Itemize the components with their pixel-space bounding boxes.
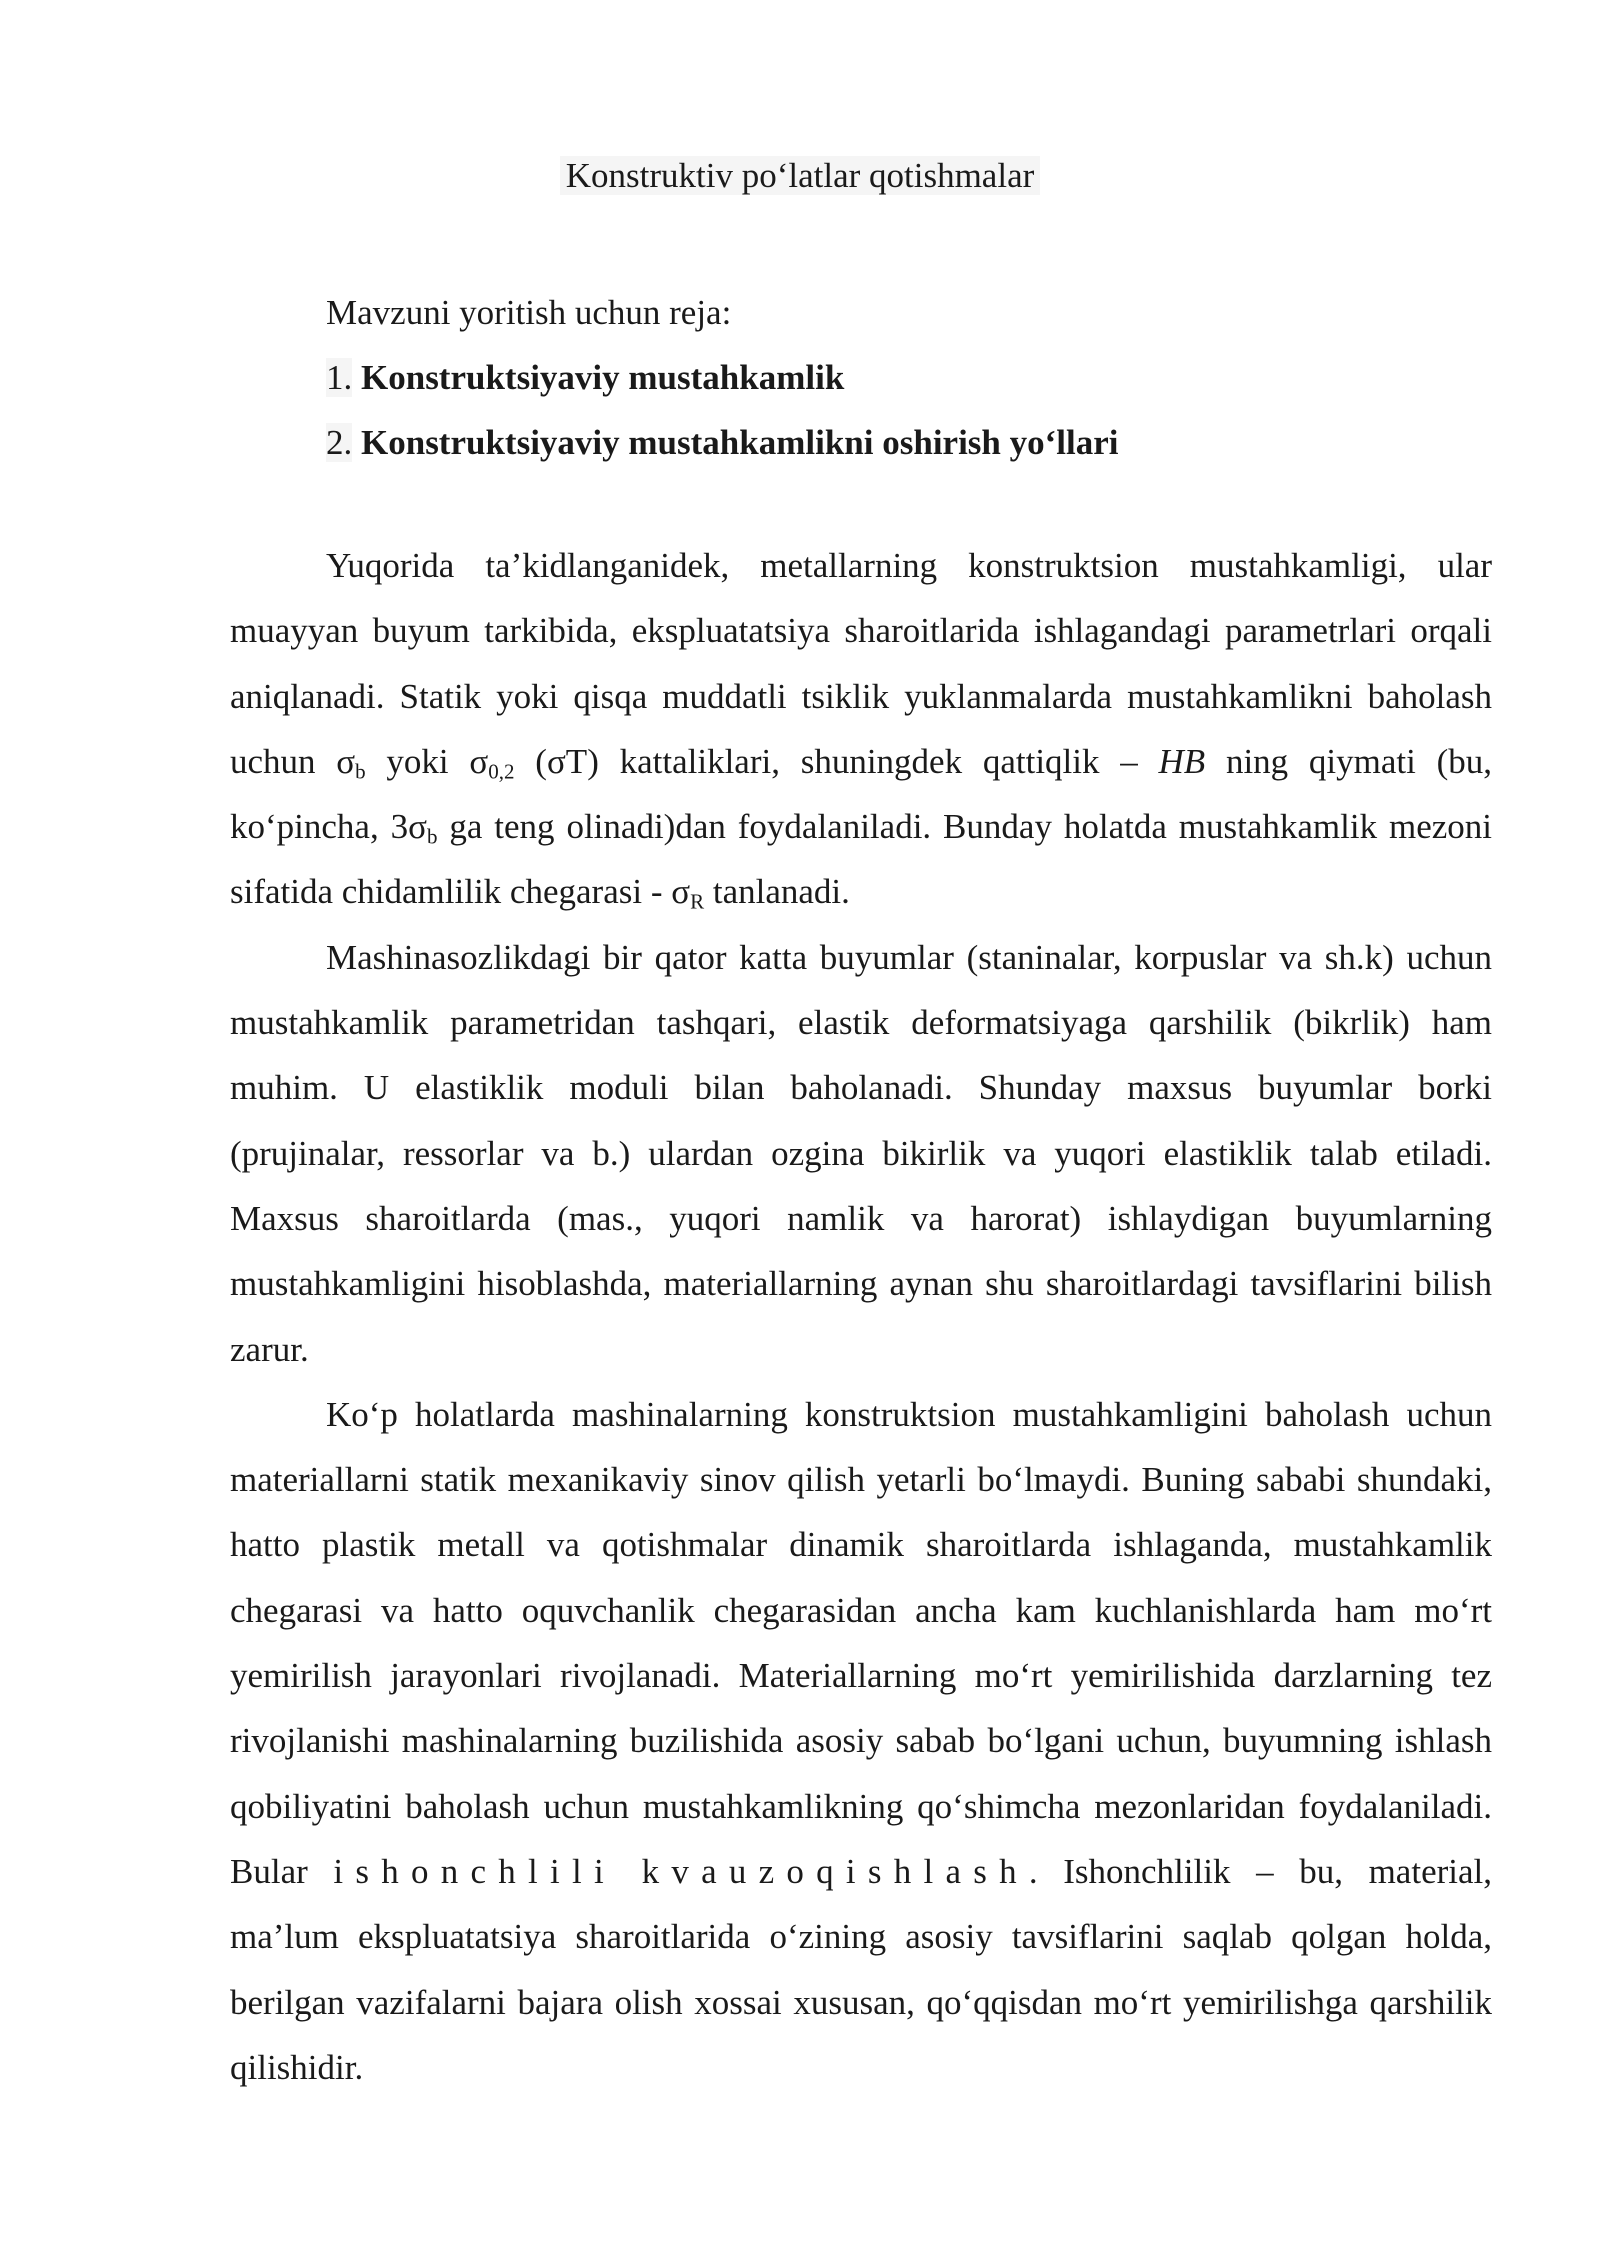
text-run: (σT) kattaliklari, shuningdek qattiqlik – [514,741,1159,781]
spaced-term: kvauzoqishlash [641,1851,1029,1891]
text-run: . Ishonchlilik – bu, material, ma’lum ekspluatatsiya sharoitlarida o‘zining asosiy tavsiflarini saqlab qolgan holda, berilgan vazifalarni bajara olish xossai xususan, qo‘qqisdan mo‘rt yemirilishga qarshilik qilishidir. [230,1851,1492,2087]
plan-item-text: Konstruktsiyaviy mustahkamlik [361,358,845,397]
paragraph-2: Mashinasozlikdagi bir qator katta buyumlar (staninalar, korpuslar va sh.k) uchun mustahkamlik parametridan tashqari, elastik deformatsiyaga qarshilik (bikrlik) ham muhim. U elastiklik moduli bilan baholanadi. Shunday maxsus buyumlar borki (prujinalar, ressorlar va b.) ulardan ozgina bikirlik va yuqori elastiklik talab etiladi. Maxsus sharoitlarda (mas., yuqori namlik va harorat) ishlaydigan buyumlarning mustahkamligini hisoblashda, materiallarning aynan shu sharoitlardagi tavsiflarini bilish zarur. [230,937,1492,1369]
page-title-text: Konstruktiv po‘latlar qotishmalar [560,156,1041,195]
paragraph-1 [230,533,1492,925]
text-run: yoki σ [365,741,489,781]
text-run: ga teng olinadi)dan foydalaniladi. Bunday holatda mustahkamlik mezoni sifatida chidamlilik chegarasi - σ [230,807,1492,912]
subscript: 0,2 [488,759,515,784]
subscript: R [690,889,705,914]
plan-section [326,280,1119,475]
plan-item-2 [326,410,1119,475]
text-run: ning qiymati (bu, ko‘pincha, 3σ [230,741,1493,847]
body-text [230,533,1492,2100]
text-run: tanlanadi. [704,872,850,912]
plan-item-number: 2. [326,423,353,462]
hb-symbol: HB [1158,741,1206,781]
subscript: b [426,824,438,849]
plan-item-text: Konstruktsiyaviy mustahkamlikni oshirish yo‘llari [361,423,1119,462]
text-run: Yuqorida ta’kidlanganidek, metallarning konstruktsion mustahkamligi, ular muayyan buyum tarkibida, ekspluatatsiya sharoitlarida ishlagandagi parametrlari orqali aniqlanadi. Statik yoki qisqa muddatli tsiklik yuklanmalarda mustahkamlikni baholash uchun σ [230,546,1492,781]
plan-item-number: 1. [326,358,353,397]
text-run: Ko‘p holatlarda mashinalarning konstruktsion mustahkamligini baholash uchun materiallarni statik mexanikaviy sinov qilish yetarli bo‘lmaydi. Buning sababi shundaki, hatto plastik metall va qotishmalar dinamik sharoitlarda ishlaganda, mustahkamlik chegarasi va hatto oquvchanlik chegarasidan ancha kam kuchlanishlarda ham mo‘rt yemirilish jarayonlari rivojlanadi. Materiallarning mo‘rt yemirilishida darzlarning tez rivojlanishi mashinalarning buzilishida asosiy sabab bo‘lgani uchun, buyumning ishlash qobiliyatini baholash uchun mustahkamlikning qo‘shimcha mezonlaridan foydalaniladi. Bular [230,1394,1492,1891]
subscript: b [355,759,366,784]
plan-item-1 [326,345,1119,410]
paragraph-3 [230,1382,1492,2100]
plan-heading: Mavzuni yoritish uchun reja: [326,293,732,332]
page-title [0,150,1600,202]
spaced-term: ishonchlili [333,1851,616,1891]
